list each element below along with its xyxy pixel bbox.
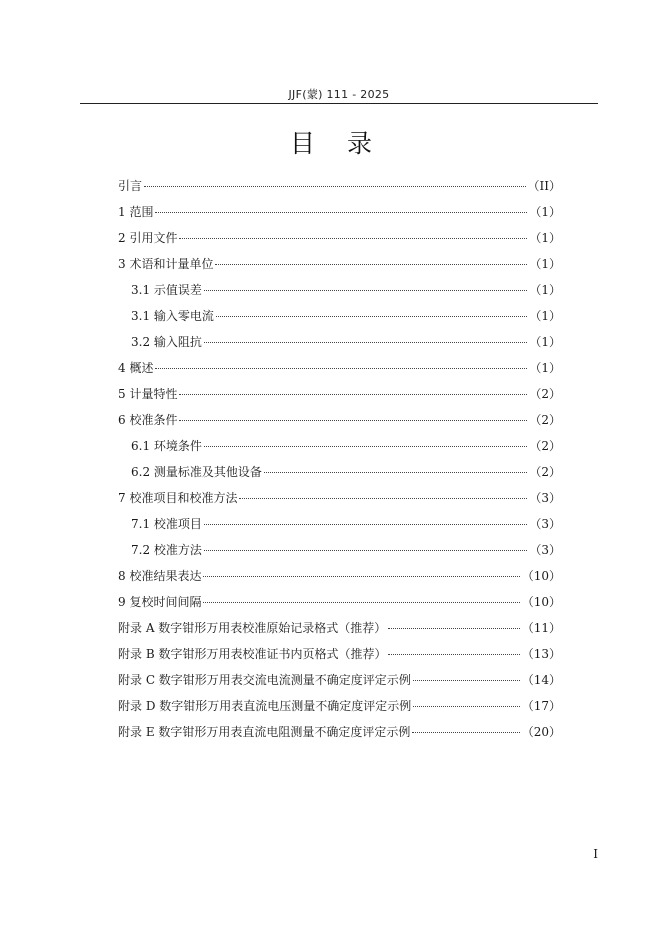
toc-entry-title: 附录 C 数字钳形万用表交流电流测量不确定度评定示例: [118, 673, 411, 687]
toc-entry-title: 8 校准结果表达: [118, 569, 202, 583]
toc-entry[interactable]: [118, 305, 561, 331]
toc-entry-title: 附录 D 数字钳形万用表直流电压测量不确定度评定示例: [118, 699, 412, 713]
toc-entry-page: （1）: [529, 335, 561, 349]
toc-entry[interactable]: [118, 487, 561, 513]
toc-entry[interactable]: [118, 461, 561, 487]
toc-entry-title: 7.2 校准方法: [131, 543, 202, 557]
dot-leader: [204, 524, 527, 525]
toc-entry-page: （10）: [521, 595, 561, 609]
toc-entry[interactable]: [118, 695, 561, 721]
toc-entry-page: （2）: [529, 413, 561, 427]
toc-entry[interactable]: [118, 539, 561, 565]
toc-entry-page: （1）: [529, 309, 561, 323]
toc-entry-title: 9 复校时间间隔: [118, 595, 202, 609]
toc-entry[interactable]: [118, 201, 561, 227]
dot-leader: [264, 472, 527, 473]
toc-entry-title: 引言: [118, 179, 143, 193]
toc-entry-page: （11）: [521, 621, 561, 635]
dot-leader: [239, 498, 527, 499]
toc-entry[interactable]: [118, 591, 561, 617]
dot-leader: [204, 342, 527, 343]
dot-leader: [204, 446, 527, 447]
toc-entry-page: （2）: [529, 439, 561, 453]
dot-leader: [179, 238, 527, 239]
toc-entry[interactable]: [118, 253, 561, 279]
toc-entry[interactable]: [118, 409, 561, 435]
toc-entry-title: 3.1 示值误差: [131, 283, 202, 297]
toc-entry-page: （1）: [529, 361, 561, 375]
dot-leader: [203, 602, 519, 603]
table-of-contents: [118, 175, 561, 747]
toc-entry[interactable]: [118, 383, 561, 409]
dot-leader: [413, 706, 519, 707]
toc-entry[interactable]: [118, 175, 561, 201]
toc-entry-title: 4 概述: [118, 361, 154, 375]
toc-entry-title: 2 引用文件: [118, 231, 178, 245]
toc-entry-page: （1）: [529, 257, 561, 271]
toc-entry[interactable]: [118, 565, 561, 591]
toc-entry[interactable]: [118, 279, 561, 305]
dot-leader: [179, 420, 527, 421]
toc-entry-title: 3.2 输入阻抗: [131, 335, 202, 349]
dot-leader: [388, 654, 519, 655]
toc-entry[interactable]: [118, 331, 561, 357]
toc-entry[interactable]: [118, 669, 561, 695]
toc-entry-title: 3 术语和计量单位: [118, 257, 214, 271]
dot-leader: [155, 368, 527, 369]
toc-entry-page: （3）: [529, 517, 561, 531]
toc-entry-page: （13）: [521, 647, 561, 661]
toc-entry-title: 7.1 校准项目: [131, 517, 202, 531]
toc-entry-page: （1）: [529, 205, 561, 219]
page-number: I: [593, 847, 598, 861]
document-code-header: JJF(蒙) 111 - 2025: [288, 88, 390, 101]
toc-entry-title: 7 校准项目和校准方法: [118, 491, 238, 505]
toc-entry[interactable]: [118, 357, 561, 383]
toc-entry-page: （2）: [529, 465, 561, 479]
toc-entry-title: 附录 E 数字钳形万用表直流电阻测量不确定度评定示例: [118, 725, 411, 739]
toc-entry-title: 6.2 测量标准及其他设备: [131, 465, 262, 479]
dot-leader: [144, 186, 526, 187]
toc-entry-page: （2）: [529, 387, 561, 401]
toc-entry-page: （3）: [529, 543, 561, 557]
toc-entry[interactable]: [118, 227, 561, 253]
toc-entry-page: （10）: [521, 569, 561, 583]
page-title: 目 录: [290, 129, 384, 158]
toc-entry-title: 附录 A 数字钳形万用表校准原始记录格式（推荐）: [118, 621, 387, 635]
toc-entry-page: （17）: [521, 699, 561, 713]
toc-entry-page: （20）: [521, 725, 561, 739]
dot-leader: [155, 212, 527, 213]
dot-leader: [216, 316, 527, 317]
dot-leader: [179, 394, 527, 395]
toc-entry[interactable]: [118, 643, 561, 669]
toc-entry-page: （II）: [527, 179, 561, 193]
toc-entry-page: （3）: [529, 491, 561, 505]
toc-entry-title: 5 计量特性: [118, 387, 178, 401]
toc-entry-page: （1）: [529, 231, 561, 245]
toc-entry-page: （1）: [529, 283, 561, 297]
toc-entry-title: 6 校准条件: [118, 413, 178, 427]
toc-entry-title: 6.1 环境条件: [131, 439, 202, 453]
toc-entry-page: （14）: [521, 673, 561, 687]
toc-entry[interactable]: [118, 513, 561, 539]
dot-leader: [203, 576, 519, 577]
dot-leader: [215, 264, 527, 265]
dot-leader: [388, 628, 519, 629]
toc-entry[interactable]: [118, 435, 561, 461]
dot-leader: [413, 680, 520, 681]
toc-entry-title: 附录 B 数字钳形万用表校准证书内页格式（推荐）: [118, 647, 387, 661]
toc-entry-title: 3.1 输入零电流: [131, 309, 214, 323]
dot-leader: [204, 550, 527, 551]
toc-entry-title: 1 范围: [118, 205, 154, 219]
header-rule: [80, 103, 598, 104]
toc-entry[interactable]: [118, 721, 561, 747]
dot-leader: [412, 732, 519, 733]
toc-entry[interactable]: [118, 617, 561, 643]
dot-leader: [204, 290, 527, 291]
